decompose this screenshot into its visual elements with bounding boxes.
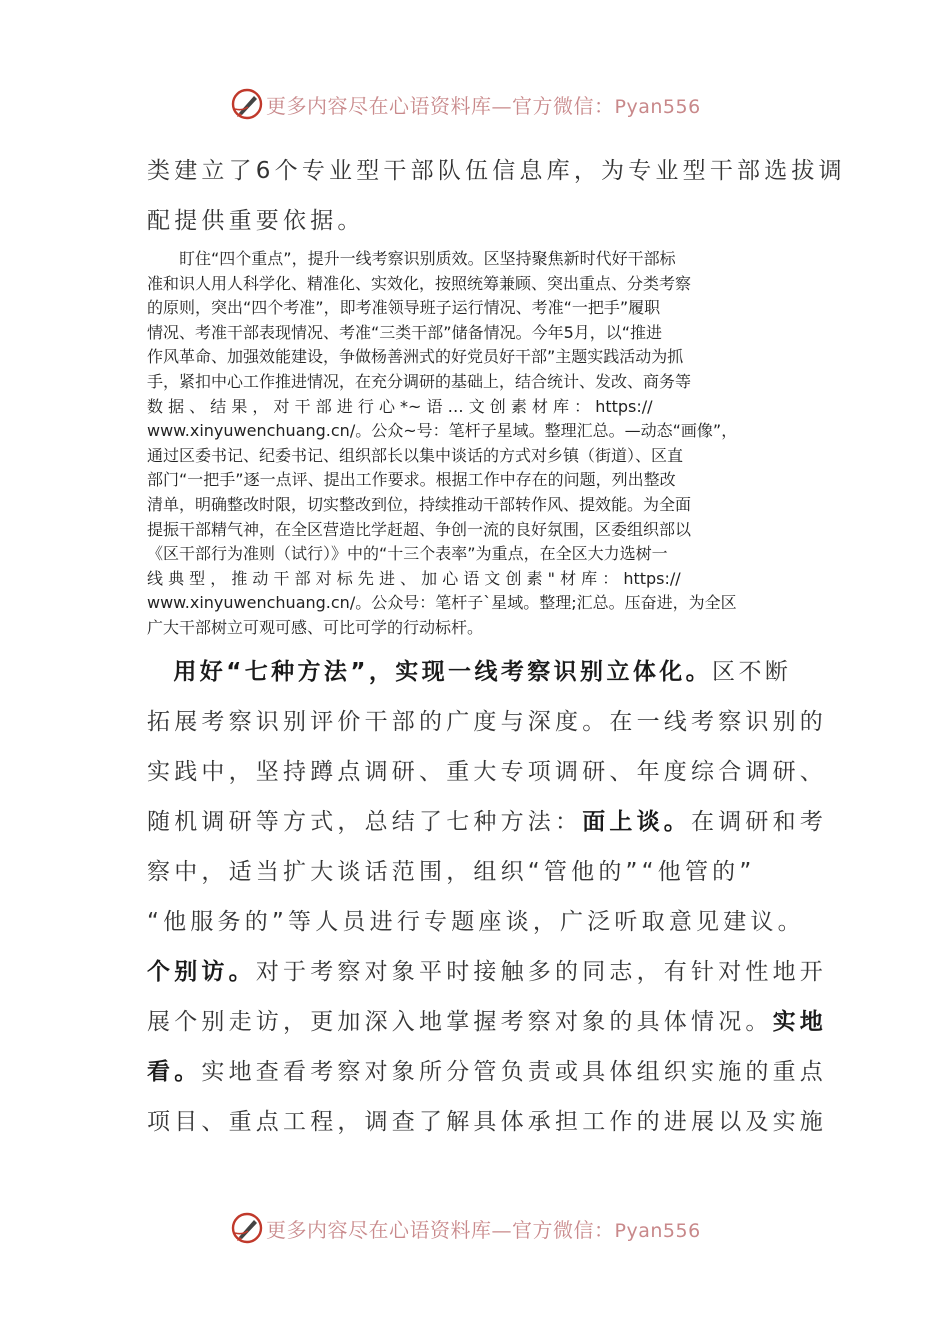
small-line: 广大干部树立可观可感、可比可学的行动标杆。	[147, 617, 484, 637]
small-line: 盯住“四个重点”，提升一线考察识别质效。区坚持聚焦新时代好干部标	[147, 249, 676, 268]
method-individual-visit: 个别访。	[147, 959, 256, 985]
method-onsite-look: 实地	[772, 1009, 828, 1035]
small-paragraph	[147, 247, 809, 641]
section-line-8: 展个别走访，更加深入地掌握考察对象的具体情况。实地	[147, 1009, 828, 1035]
section-heading: 用好“七种方法”，实现一线考察识别立体化。	[173, 659, 713, 685]
section-line-7: 个别访。对于考察对象平时接触多的同志，有针对性地开	[147, 959, 828, 985]
pen-logo-icon	[230, 87, 264, 121]
section-line-10: 项目、重点工程，调查了解具体承担工作的进展以及实施	[147, 1109, 827, 1135]
method-face-to-face: 面上谈。	[582, 809, 692, 835]
small-line: www.xinyuwenchuang.cn/。公众号：笔杆子`星域。整理;汇总。压奋进，为全区	[147, 593, 737, 613]
header-banner	[0, 84, 950, 124]
banner-text: 更多内容尽在心语资料库—官方微信：Pyan556	[266, 1217, 701, 1242]
small-line: 作风革命、加强效能建设，争做杨善洲式的好党员好干部”主题实践活动为抓	[147, 347, 684, 367]
section-line-1: 用好“七种方法”，实现一线考察识别立体化。区不断	[173, 659, 792, 685]
small-line: 准和识人用人科学化、精准化、实效化，按照统筹兼顾、突出重点、分类考察	[147, 273, 692, 293]
method-onsite-look-cont: 看。	[147, 1059, 202, 1085]
small-line: www.xinyuwenchuang.cn/。公众~号：笔杆子星域。整理汇总。—动态“画像”，	[147, 421, 738, 441]
small-line: 情况、考准干部表现情况、考准“三类干部”储备情况。今年5月，以“推进	[147, 322, 663, 342]
small-line: 通过区委书记、纪委书记、组织部长以集中谈话的方式对乡镇（街道）、区直	[147, 445, 684, 465]
section-line-3: 实践中，坚持蹲点调研、重大专项调研、年度综合调研、	[147, 759, 827, 785]
small-line: 《区干部行为准则（试行）》中的“十三个表率”为重点，在全区大力选树一	[147, 544, 668, 564]
small-line: 清单，明确整改时限，切实整改到位，持续推动干部转作风、提效能。为全面	[147, 494, 692, 514]
section-line-2: 拓展考察识别评价干部的广度与深度。在一线考察识别的	[147, 709, 827, 735]
pen-logo-icon	[230, 1211, 264, 1245]
section-line-6: “他服务的”等人员进行专题座谈，广泛听取意见建议。	[147, 909, 805, 935]
footer-banner	[0, 1208, 950, 1248]
intro-line-2: 配提供重要依据。	[147, 208, 365, 234]
small-line: 部门“一把手”逐一点评、提出工作要求。根据工作中存在的问题，列出整改	[147, 470, 676, 490]
small-line: 提振干部精气神，在全区营造比学赶超、争创一流的良好氛围，区委组织部以	[147, 519, 692, 539]
section-line-4: 随机调研等方式，总结了七种方法：面上谈。在调研和考	[147, 809, 828, 835]
intro-line-1: 类建立了6个专业型干部队伍信息库，为专业型干部选拔调	[147, 158, 846, 184]
banner-text: 更多内容尽在心语资料库—官方微信：Pyan556	[266, 93, 701, 118]
small-line: 数 据 、 结 果 ， 对 干 部 进 行 心 *~ 语 … 文 创 素 材 库 ： https://	[147, 396, 653, 416]
small-line: 线 典 型 ， 推 动 干 部 对 标 先 进 、 加 心 语 文 创 素 " 材 库 ： https://	[147, 568, 681, 588]
section-line-5: 察中，适当扩大谈话范围，组织“管他的”“他管的”	[147, 859, 756, 885]
small-line: 手，紧扣中心工作推进情况，在充分调研的基础上，结合统计、发改、商务等	[147, 371, 692, 391]
small-line: 的原则，突出“四个考准”，即考准领导班子运行情况、考准“一把手”履职	[147, 298, 661, 318]
section-line-9: 看。实地查看考察对象所分管负责或具体组织实施的重点	[147, 1059, 828, 1085]
